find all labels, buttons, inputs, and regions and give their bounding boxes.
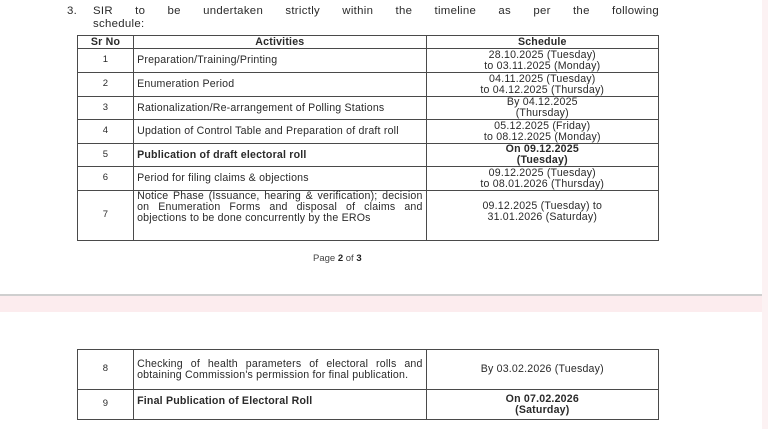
schedule-line-2: (Thursday)	[515, 107, 569, 119]
sr-no-cell: 4	[78, 120, 134, 144]
schedule-line-1: On 07.02.2026	[505, 392, 579, 405]
intro-line-2: schedule:	[93, 17, 145, 30]
schedule-cell	[426, 167, 658, 191]
schedule-line-1: By 03.02.2026 (Tuesday)	[480, 363, 604, 376]
sr-no-cell: 3	[78, 97, 134, 120]
scroll-edge	[762, 0, 768, 429]
schedule-line-2: to 08.12.2025 (Monday)	[483, 130, 601, 143]
sr-no-cell: 1	[78, 49, 134, 73]
schedule-line-1: 04.11.2025 (Tuesday)	[489, 72, 596, 85]
schedule-cell	[426, 191, 658, 241]
section-3-intro	[67, 5, 659, 30]
activity-cell: Final Publication of Electoral Roll	[134, 390, 427, 420]
sr-no-cell: 9	[78, 390, 134, 420]
page-total: 3	[356, 253, 362, 264]
header-schedule: Schedule	[426, 36, 658, 49]
activity-cell: Period for filing claims & objections	[134, 167, 427, 191]
table-row	[78, 390, 659, 420]
table-header-row	[78, 36, 659, 49]
schedule-line-2: (Saturday)	[515, 403, 570, 416]
activity-cell: Checking of health parameters of electoral rolls and obtaining Commission's permission for final publication.	[134, 350, 427, 390]
table-row	[78, 167, 659, 191]
schedule-line-1: By 04.12.2025	[506, 96, 578, 109]
sr-no-cell: 2	[78, 73, 134, 97]
activity-cell: Rationalization/Re-arrangement of Polling Stations	[134, 97, 427, 120]
schedule-line-2: 31.01.2026 (Saturday)	[487, 210, 598, 223]
page-of: of	[343, 253, 357, 264]
table-row	[78, 350, 659, 390]
schedule-line-1: 28.10.2025 (Tuesday)	[488, 48, 596, 61]
table-row	[78, 120, 659, 144]
activity-cell: Publication of draft electoral roll	[134, 144, 427, 167]
schedule-cell	[426, 350, 658, 390]
sr-no-cell: 8	[78, 350, 134, 390]
schedule-line-2: to 03.11.2025 (Monday)	[484, 59, 601, 72]
schedule-line-1: 09.12.2025 (Tuesday) to	[482, 200, 603, 212]
page-prefix: Page	[313, 253, 338, 264]
activity-cell: Notice Phase (Issuance, hearing & verification); decision on Enumeration Forms and disposal of claims and objections to be done concurrently by the EROs	[134, 191, 427, 241]
schedule-line-1: On 09.12.2025	[505, 143, 579, 156]
header-activities: Activities	[134, 36, 427, 49]
schedule-table-continued	[77, 349, 659, 420]
schedule-cell	[426, 97, 658, 120]
sr-no-cell: 5	[78, 144, 134, 167]
table-row	[78, 49, 659, 73]
schedule-cell	[426, 390, 658, 420]
table-row	[78, 97, 659, 120]
schedule-table	[77, 35, 659, 241]
intro-line-1	[67, 5, 659, 18]
schedule-line-1: 05.12.2025 (Friday)	[494, 119, 591, 132]
schedule-cell	[426, 120, 658, 144]
schedule-line-1: 09.12.2025 (Tuesday)	[488, 166, 596, 179]
page-number	[313, 253, 362, 264]
page-current: 2	[337, 253, 344, 264]
intro-text: SIR to be undertaken strictly within the timeline as per the following	[93, 5, 659, 17]
activity-cell: Updation of Control Table and Preparation of draft roll	[134, 120, 427, 144]
schedule-line-2: (Tuesday)	[516, 154, 568, 166]
table-row	[78, 144, 659, 167]
schedule-cell	[426, 49, 658, 73]
activity-cell: Preparation/Training/Printing	[134, 49, 427, 73]
activity-cell: Enumeration Period	[134, 73, 427, 97]
sr-no-cell: 6	[78, 167, 134, 191]
schedule-line-2: to 04.12.2025 (Thursday)	[480, 83, 605, 96]
schedule-cell	[426, 73, 658, 97]
header-sr-no: Sr No	[78, 36, 134, 49]
schedule-line-2: to 08.01.2026 (Thursday)	[480, 177, 605, 190]
sr-no-cell: 7	[78, 191, 134, 241]
section-number: 3.	[67, 5, 78, 17]
table-row	[78, 73, 659, 97]
table-row	[78, 191, 659, 241]
schedule-cell	[426, 144, 658, 167]
